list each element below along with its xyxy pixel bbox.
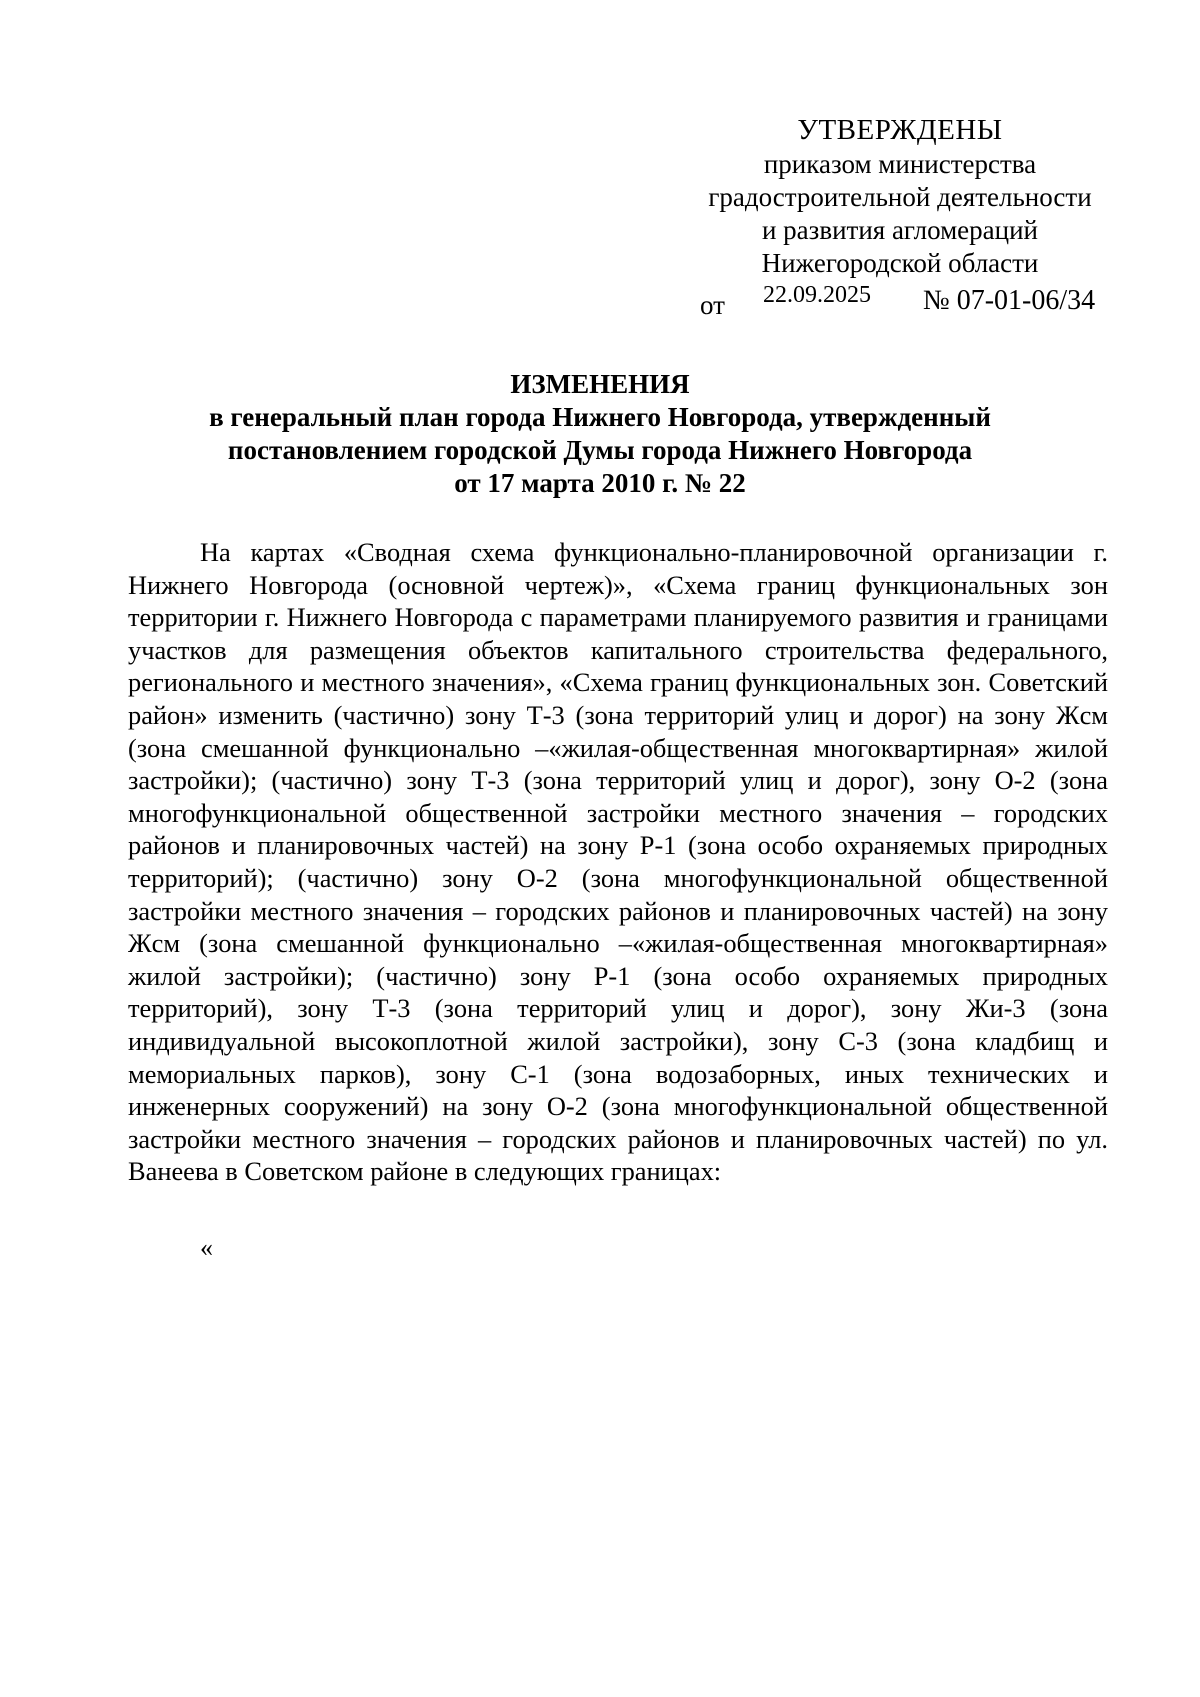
body-paragraph: На картах «Сводная схема функционально-планировочной организации г. Нижнего Новгорода (основной чертеж)», «Схема границ функциональных зон территории г. Нижнего Новгорода с параметрами планируемого развития и границами участков для размещения объектов капитального строительства федерального, регионального и местного значения», «Схема границ функциональных зон. Советский район» изменить (частично) зону Т-3 (зона территорий улиц и дорог) на зону Жсм (зона смешанной функционально –«жилая-общественная многоквартирная» жилой застройки); (частично) зону Т-3 (зона территорий улиц и дорог), зону О-2 (зона многофункциональной общественной застройки местного значения – городских районов и планировочных частей) на зону Р-1 (зона особо охраняемых природных территорий); (частично) зону О-2 (зона многофункциональной общественной застройки местного значения – городских районов и планировочных частей) на зону Жсм (зона смешанной функционально –«жилая-общественная многоквартирная» жилой застройки); (частично) зону Р-1 (зона особо охраняемых природных территорий), зону Т-3 (зона территорий улиц и дорог), зону Жи-3 (зона индивидуальной высокоплотной жилой застройки), зону С-3 (зона кладбищ и мемориальных парков), зону С-1 (зона водозаборных, иных технических и инженерных сооружений) на зону О-2 (зона многофункциональной общественной застройки местного значения – городских районов и планировочных частей) по ул. Ванеева в Советском районе в следующих границах: bbox=[128, 537, 1108, 1187]
approval-line-ministry-order: приказом министерства bbox=[763, 149, 1037, 179]
approval-heading: УТВЕРЖДЕНЫ bbox=[797, 114, 1003, 146]
order-number: № 07-01-06/34 bbox=[923, 285, 1096, 316]
opening-quote-mark: « bbox=[200, 1233, 213, 1262]
approval-line-region: Нижегородской области bbox=[761, 248, 1039, 278]
document-title bbox=[150, 368, 1050, 500]
order-date: 22.09.2025 bbox=[763, 282, 871, 308]
title-line-3: от 17 марта 2010 г. № 22 bbox=[454, 468, 746, 498]
approval-block bbox=[690, 112, 1110, 280]
title-line-2: постановлением городской Думы города Нижнего Новгорода bbox=[227, 435, 973, 465]
approval-line-urban-planning: градостроительной деятельности bbox=[708, 182, 1092, 212]
title-heading: ИЗМЕНЕНИЯ bbox=[510, 369, 690, 399]
approval-line-agglomerations: и развития агломераций bbox=[761, 215, 1038, 245]
order-date-prefix: от bbox=[700, 290, 725, 320]
title-line-1: в генеральный план города Нижнего Новгорода, утвержденный bbox=[209, 402, 991, 432]
order-date-number-row bbox=[700, 282, 1120, 322]
